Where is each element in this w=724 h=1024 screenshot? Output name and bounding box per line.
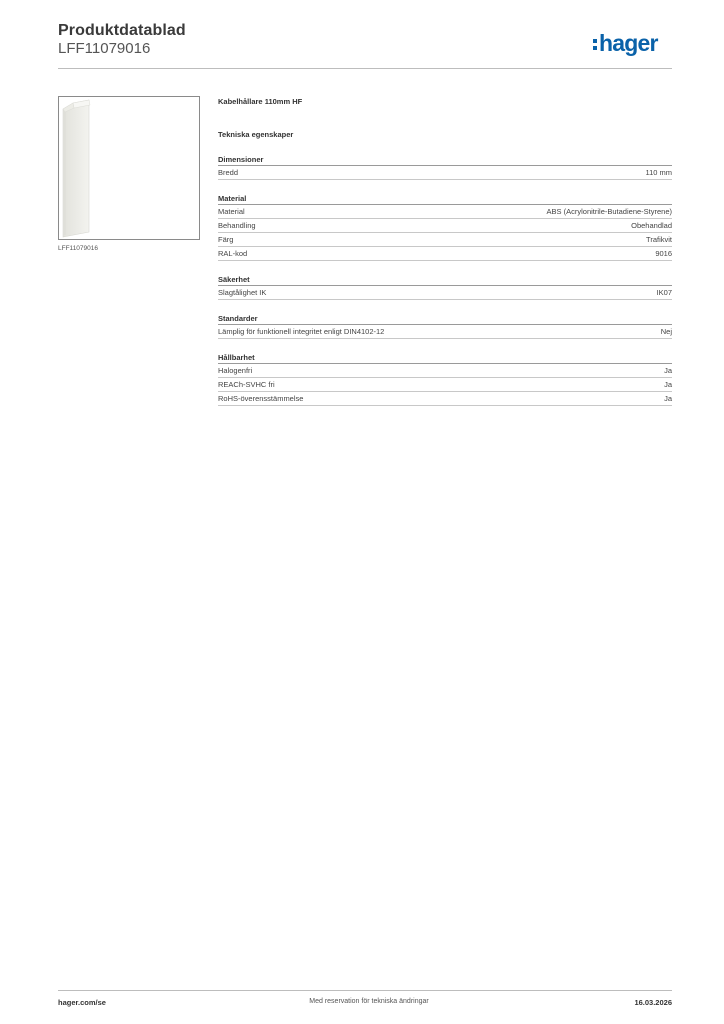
spec-value: IK07 bbox=[656, 288, 672, 297]
spec-row bbox=[218, 364, 672, 378]
spec-row bbox=[218, 378, 672, 392]
image-caption: LFF11079016 bbox=[58, 245, 98, 252]
spec-label: Lämplig för funktionell integritet enligt DIN4102-12 bbox=[218, 327, 385, 336]
spec-value: Obehandlad bbox=[631, 221, 672, 230]
spec-label: RAL-kod bbox=[218, 249, 248, 258]
spec-row bbox=[218, 233, 672, 247]
properties-heading: Tekniska egenskaper bbox=[218, 130, 294, 139]
spec-label: Bredd bbox=[218, 168, 239, 177]
spec-value: 110 mm bbox=[645, 168, 672, 177]
section-sakerhet bbox=[218, 274, 672, 300]
section-title: Standarder bbox=[218, 313, 672, 325]
logo-dots-icon bbox=[593, 39, 597, 50]
header-divider bbox=[58, 68, 672, 69]
footer-website-link[interactable]: hager.com/se bbox=[58, 998, 106, 1007]
product-name: Kabelhållare 110mm HF bbox=[218, 97, 303, 106]
spec-row bbox=[218, 166, 672, 180]
spec-value: Nej bbox=[660, 327, 672, 336]
spec-label: RoHS-överensstämmelse bbox=[218, 394, 304, 403]
product-code: LFF11079016 bbox=[58, 40, 151, 57]
spec-value: 9016 bbox=[655, 249, 672, 258]
section-dimensioner bbox=[218, 154, 672, 180]
product-image bbox=[58, 96, 200, 240]
spec-label: Halogenfri bbox=[218, 366, 253, 375]
spec-row bbox=[218, 219, 672, 233]
section-title: Säkerhet bbox=[218, 274, 672, 286]
spec-content bbox=[218, 96, 672, 406]
section-title: Material bbox=[218, 193, 672, 205]
spec-row bbox=[218, 286, 672, 300]
spec-label: Material bbox=[218, 207, 245, 216]
spec-value: ABS (Acrylonitrile-Butadiene-Styrene) bbox=[546, 207, 672, 216]
spec-row bbox=[218, 247, 672, 261]
logo-text: hager bbox=[599, 29, 658, 56]
spec-label: Slagtålighet IK bbox=[218, 288, 267, 297]
hager-logo[interactable] bbox=[593, 28, 675, 58]
section-material bbox=[218, 193, 672, 261]
section-title: Dimensioner bbox=[218, 154, 672, 166]
spec-row bbox=[218, 205, 672, 219]
spec-value: Ja bbox=[664, 394, 672, 403]
section-hallbarhet bbox=[218, 352, 672, 406]
spec-label: Färg bbox=[218, 235, 234, 244]
cable-holder-illustration bbox=[59, 97, 199, 239]
spec-label: Behandling bbox=[218, 221, 256, 230]
footer-disclaimer: Med reservation för tekniska ändringar bbox=[309, 998, 429, 1005]
spec-row bbox=[218, 392, 672, 406]
footer-date: 16.03.2026 bbox=[634, 998, 672, 1007]
spec-label: REACh-SVHC fri bbox=[218, 380, 275, 389]
section-title: Hållbarhet bbox=[218, 352, 672, 364]
section-standarder bbox=[218, 313, 672, 339]
spec-value: Ja bbox=[664, 380, 672, 389]
spec-value: Trafikvit bbox=[646, 235, 672, 244]
footer-divider bbox=[58, 990, 672, 991]
spec-value: Ja bbox=[664, 366, 672, 375]
spec-row bbox=[218, 325, 672, 339]
page-title: Produktdatablad bbox=[58, 22, 186, 39]
